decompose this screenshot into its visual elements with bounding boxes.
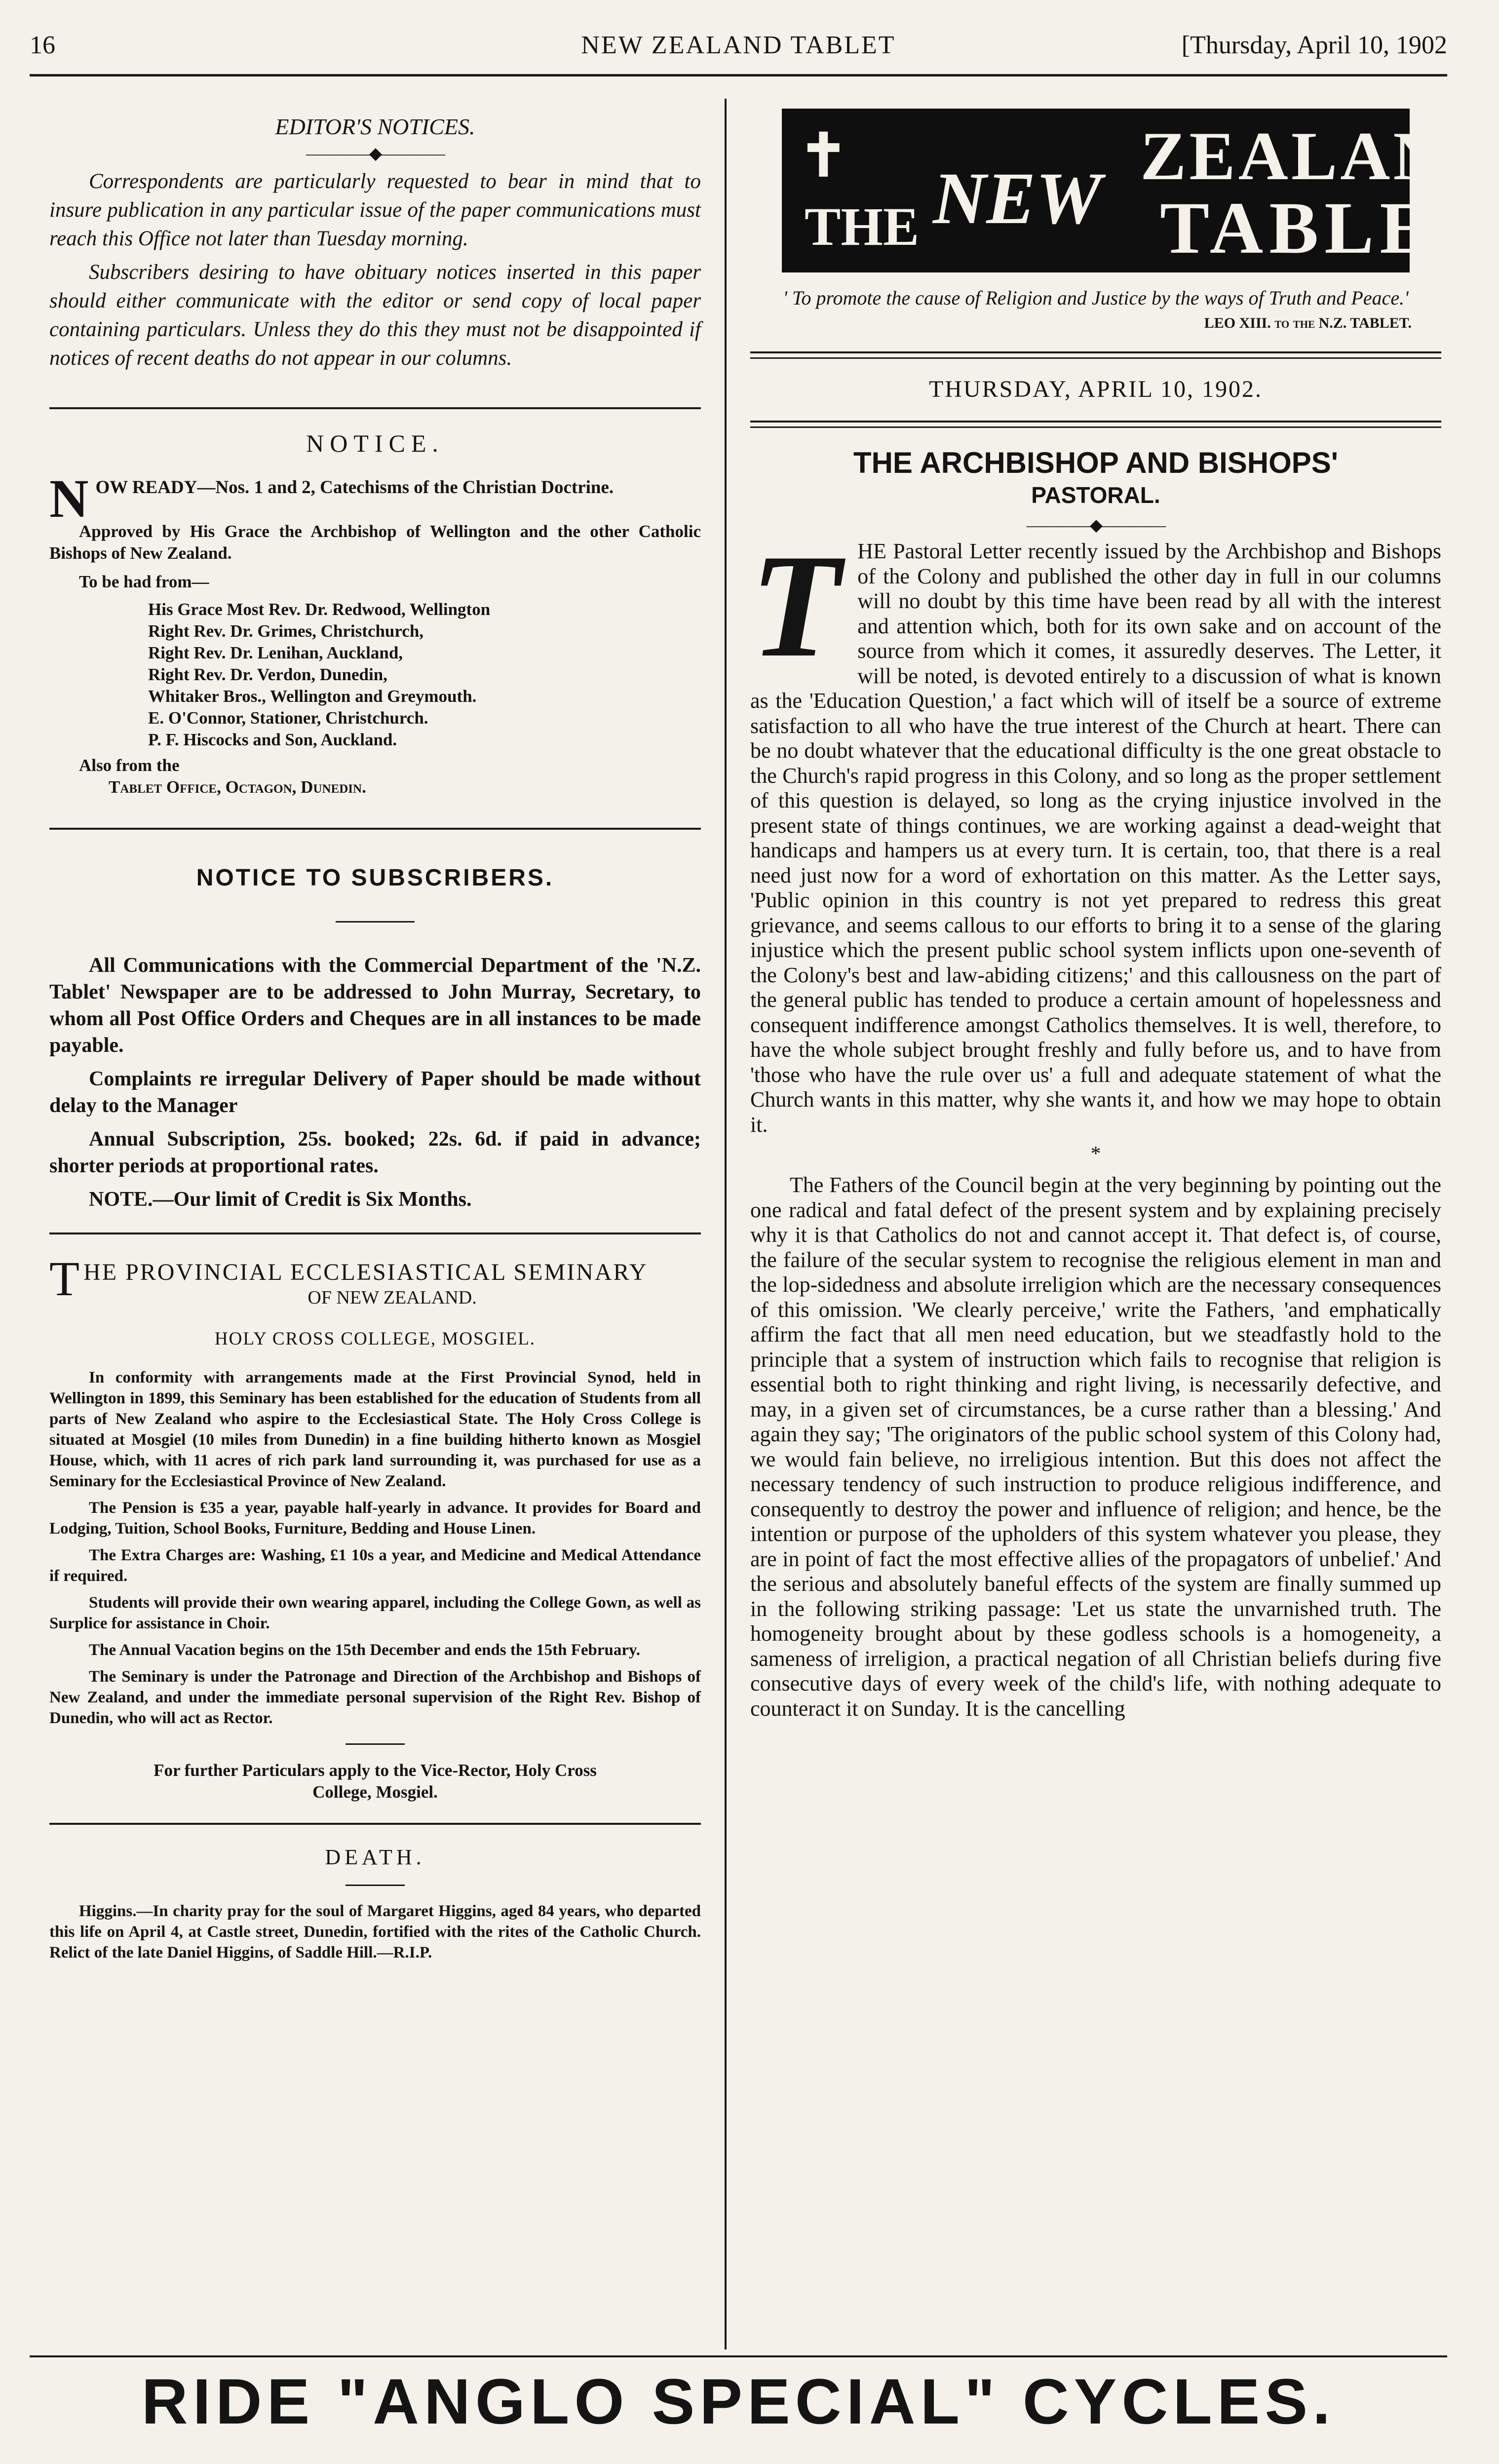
seminary-college: HOLY CROSS COLLEGE, MOSGIEL. (214, 1329, 536, 1349)
seminary-para3: The Extra Charges are: Washing, £1 10s a year, and Medicine and Medical Attendance if required. (49, 1546, 701, 1585)
paper-title: NEW ZEALAND TABLET (581, 31, 896, 59)
issue-date: THURSDAY, APRIL 10, 1902. (928, 376, 1263, 402)
list-item: His Grace Most Rev. Dr. Redwood, Wellington (148, 600, 491, 619)
seminary-para4: Students will provide their own wearing apparel, including the College Gown, as well as Surplice for assistance in Choir. (49, 1594, 701, 1632)
short-rule (346, 1885, 405, 1886)
short-rule (346, 1743, 405, 1745)
seminary-para6: The Seminary is under the Patronage and Direction of the Archbishop and Bishops of New Zealand, and under the immediate personal supervision of the Right Rev. Bishop of Dunedin, who will act as Rector. (49, 1668, 701, 1727)
subscribers-para3: Annual Subscription, 25s. booked; 22s. 6d. if paid in advance; shorter periods at proportional rates. (49, 1128, 701, 1177)
article-para2: The Fathers of the Council begin at the very beginning by pointing out the one radical and fatal defect of the present system and by explaining precisely why it is that Catholics do not and cannot accept it. That defect is, of course, the failure of the secular system to recognise the religious element in man and the lop-sidedness and absolute irreligion which are the necessary consequences of this omission. 'We clearly perceive,' write the Fathers, 'and emphatically affirm the fact that all men need education, but we steadfastly hold to the principle that a system of instruction which fails to recognise that religion is essential both to right thinking and right living, is necessarily defective, and may, in a given set of circumstances, be a curse rather than a blessing.' And again they say; 'The originators of the public school system of this Colony had, we would fain believe, no irreligious intention. But this does not affect the necessary tendency of such instruction to produce religious indifference, and consequently to destroy the power and influence of religion; and hence, be the intention or purpose of the upholders of this system whatever you please, they are in point of fact the most effective allies of the propagators of unbelief.' And the serious and absolutely baneful effects of the system are finally summed up in the following striking passage: 'Let us state the unvarnished truth. The homogeneity brought about by these godless schools is a homogeneity, a sameness of irreligion, a practical negation of all Christian beliefs during five consecutive days of every week of the child's life, with nothing adequate to counteract it on Sunday. It is the cancelling (750, 1173, 1441, 1721)
section-rule (49, 1823, 701, 1825)
section-rule (49, 828, 701, 830)
short-rule (336, 921, 415, 923)
section-rule (49, 1232, 701, 1234)
notice-to-be-had: To be had from— (79, 572, 209, 591)
masthead-new: NEW (933, 157, 1102, 239)
seminary-para5: The Annual Vacation begins on the 15th December and ends the 15th February. (89, 1641, 640, 1659)
section-rule (750, 357, 1441, 359)
editors-notice-para1: Correspondents are particularly requested to bear in mind that to insure publication in any particular issue of the paper communications must reach this Office not later than Tuesday morning. (49, 170, 701, 250)
column-divider (725, 99, 727, 2349)
article-separator: * (1090, 1143, 1101, 1165)
masthead-zealand: ZEALAND (1140, 118, 1499, 194)
section-rule (750, 421, 1441, 423)
list-item: Right Rev. Dr. Verdon, Dunedin, (148, 665, 387, 684)
list-item: E. O'Connor, Stationer, Christchurch. (148, 708, 428, 728)
notice-drop-cap: N (49, 468, 89, 529)
advertisement-banner: RIDE "ANGLO SPECIAL" CYCLES. (141, 2365, 1336, 2437)
notice-lead: OW READY—Nos. 1 and 2, Catechisms of the Christian Doctrine. (95, 477, 614, 498)
cross-icon: ✝ (799, 123, 848, 189)
masthead-attribution: LEO XIII. to the N.Z. TABLET. (1204, 315, 1412, 331)
subscribers-para4: NOTE.—Our limit of Credit is Six Months. (89, 1188, 472, 1211)
seminary-subheading: OF NEW ZEALAND. (307, 1287, 477, 1308)
article-para1 (750, 524, 1441, 1137)
ornament-divider (49, 144, 701, 163)
page-number: 16 (30, 31, 55, 59)
death-heading: DEATH. (325, 1845, 425, 1869)
header-rule (30, 74, 1447, 77)
list-item: P. F. Hiscocks and Son, Auckland. (148, 730, 397, 749)
list-item: Whitaker Bros., Wellington and Greymouth. (148, 687, 477, 706)
seminary-para1: In conformity with arrangements made at the First Provincial Synod, held in Wellington in 1899, this Seminary has been established for the education of Students from all parts of New Zealand who aspire to the Ecclesiastical State. The Holy Cross College is situated at Mosgiel (10 miles from Dunedin) in a fine building hitherto known as Mosgiel House, which, with 11 acres of rich park land surrounding it, was purchased for use as a Seminary for the Ecclesiastical Province of New Zealand. (49, 1369, 701, 1490)
article-title: THE ARCHBISHOP AND BISHOPS' (853, 446, 1339, 479)
masthead-motto: ' To promote the cause of Religion and Justice by the ways of Truth and Peace.' (783, 287, 1409, 309)
masthead-the: THE (805, 196, 920, 257)
masthead-tablet: TABLET (1160, 187, 1491, 269)
seminary-heading-text: HE PROVINCIAL ECCLESIASTICAL SEMINARY (83, 1259, 648, 1285)
footer-rule (30, 2355, 1447, 2357)
masthead-logo (782, 109, 1499, 272)
article-para1-text: HE Pastoral Letter recently issued by the Archbishop and Bishops of the Colony and published the other day in full in our columns will no doubt by this time have been read by all with the interest and attention which, both for its own sake and on account of the source from which it comes, it assuredly deserves. The Letter, it will be noted, is devoted entirely to a discussion of what is known as the 'Education Question,' a fact which will of itself be a source of extreme satisfaction to all who have the true interest of the Church at heart. There can be no doubt whatever that the educational difficulty is the one great obstacle to the Church's rapid progress in this Colony, and so long as the proper settlement of this question is delayed, so long as the crying injustice involved in the present state of things continues, we are working against a dead-weight that handicaps and hampers us at every turn. It is certain, too, that there is a real need just now for a word of exhortation on this matter. As the Letter says, 'Public opinion in this country is not yet prepared to redress this great grievance, and seems callous to our efforts to bring it to a sense of the glaring injustice which the present public school system inflicts upon one-seventh of the Colony's best and law-abiding citizens;' and this callousness on the part of the general public has tended to produce a certain amount of hopelessness and consequent indifference amongst Catholics themselves. It is well, therefore, to have the whole subject brought freshly and fully before us, and to have from 'those who have the rule over us' a full and adequate statement of what the Church wants in this matter, why she wants it, and how we may hope to obtain it. (750, 539, 1441, 1137)
seminary-further: For further Particulars apply to the Vice-Rector, Holy Cross College, Mosgiel. (154, 1761, 597, 1802)
notice-tablet-office: Tablet Office, Octagon, Dunedin. (109, 777, 366, 797)
left-column (49, 109, 701, 1963)
seminary-para2: The Pension is £35 a year, payable half-yearly in advance. It provides for Board and Lodging, Tuition, School Books, Furniture, Bedding and House Linen. (49, 1499, 701, 1538)
notice-also-from: Also from the (79, 756, 180, 775)
editors-notices-heading: EDITOR'S NOTICES. (275, 114, 475, 139)
notice-heading: NOTICE. (306, 429, 444, 457)
article-subtitle: PASTORAL. (1031, 482, 1160, 508)
death-text: Higgins.—In charity pray for the soul of Margaret Higgins, aged 84 years, who departed this life on April 4, at Castle street, Dunedin, fortified with the rites of the Catholic Church. Relict of the late Daniel Higgins, of Saddle Hill.—R.I.P. (49, 1902, 701, 1962)
sellers-list (49, 599, 701, 751)
editors-notice-para2: Subscribers desiring to have obituary notices inserted in this paper should either communicate with the editor or send copy of local paper containing particulars. Unless they do this they must not be disappointed if notices of recent deaths do not appear in our columns. (49, 261, 701, 370)
section-rule (49, 407, 701, 409)
article-drop-cap: T (750, 524, 841, 688)
ornament-divider (750, 515, 1441, 535)
section-rule (750, 426, 1441, 428)
page-header (30, 31, 1447, 80)
section-rule (750, 351, 1441, 353)
subscribers-heading: NOTICE TO SUBSCRIBERS. (196, 865, 554, 891)
list-item: Right Rev. Dr. Grimes, Christchurch, (148, 621, 424, 641)
right-column (750, 109, 1499, 1721)
subscribers-para1: All Communications with the Commercial Department of the 'N.Z. Tablet' Newspaper are to be addressed to John Murray, Secretary, to whom all Post Office Orders and Cheques are in all instances to be made payable. (49, 954, 701, 1057)
list-item: Right Rev. Dr. Lenihan, Auckland, (148, 643, 403, 662)
issue-date-header: [Thursday, April 10, 1902 (1181, 31, 1447, 59)
notice-approved: Approved by His Grace the Archbishop of Wellington and the other Catholic Bishops of New Zealand. (49, 522, 701, 563)
subscribers-para2: Complaints re irregular Delivery of Paper should be made without delay to the Manager (49, 1068, 701, 1117)
seminary-drop-cap: T (49, 1251, 80, 1306)
